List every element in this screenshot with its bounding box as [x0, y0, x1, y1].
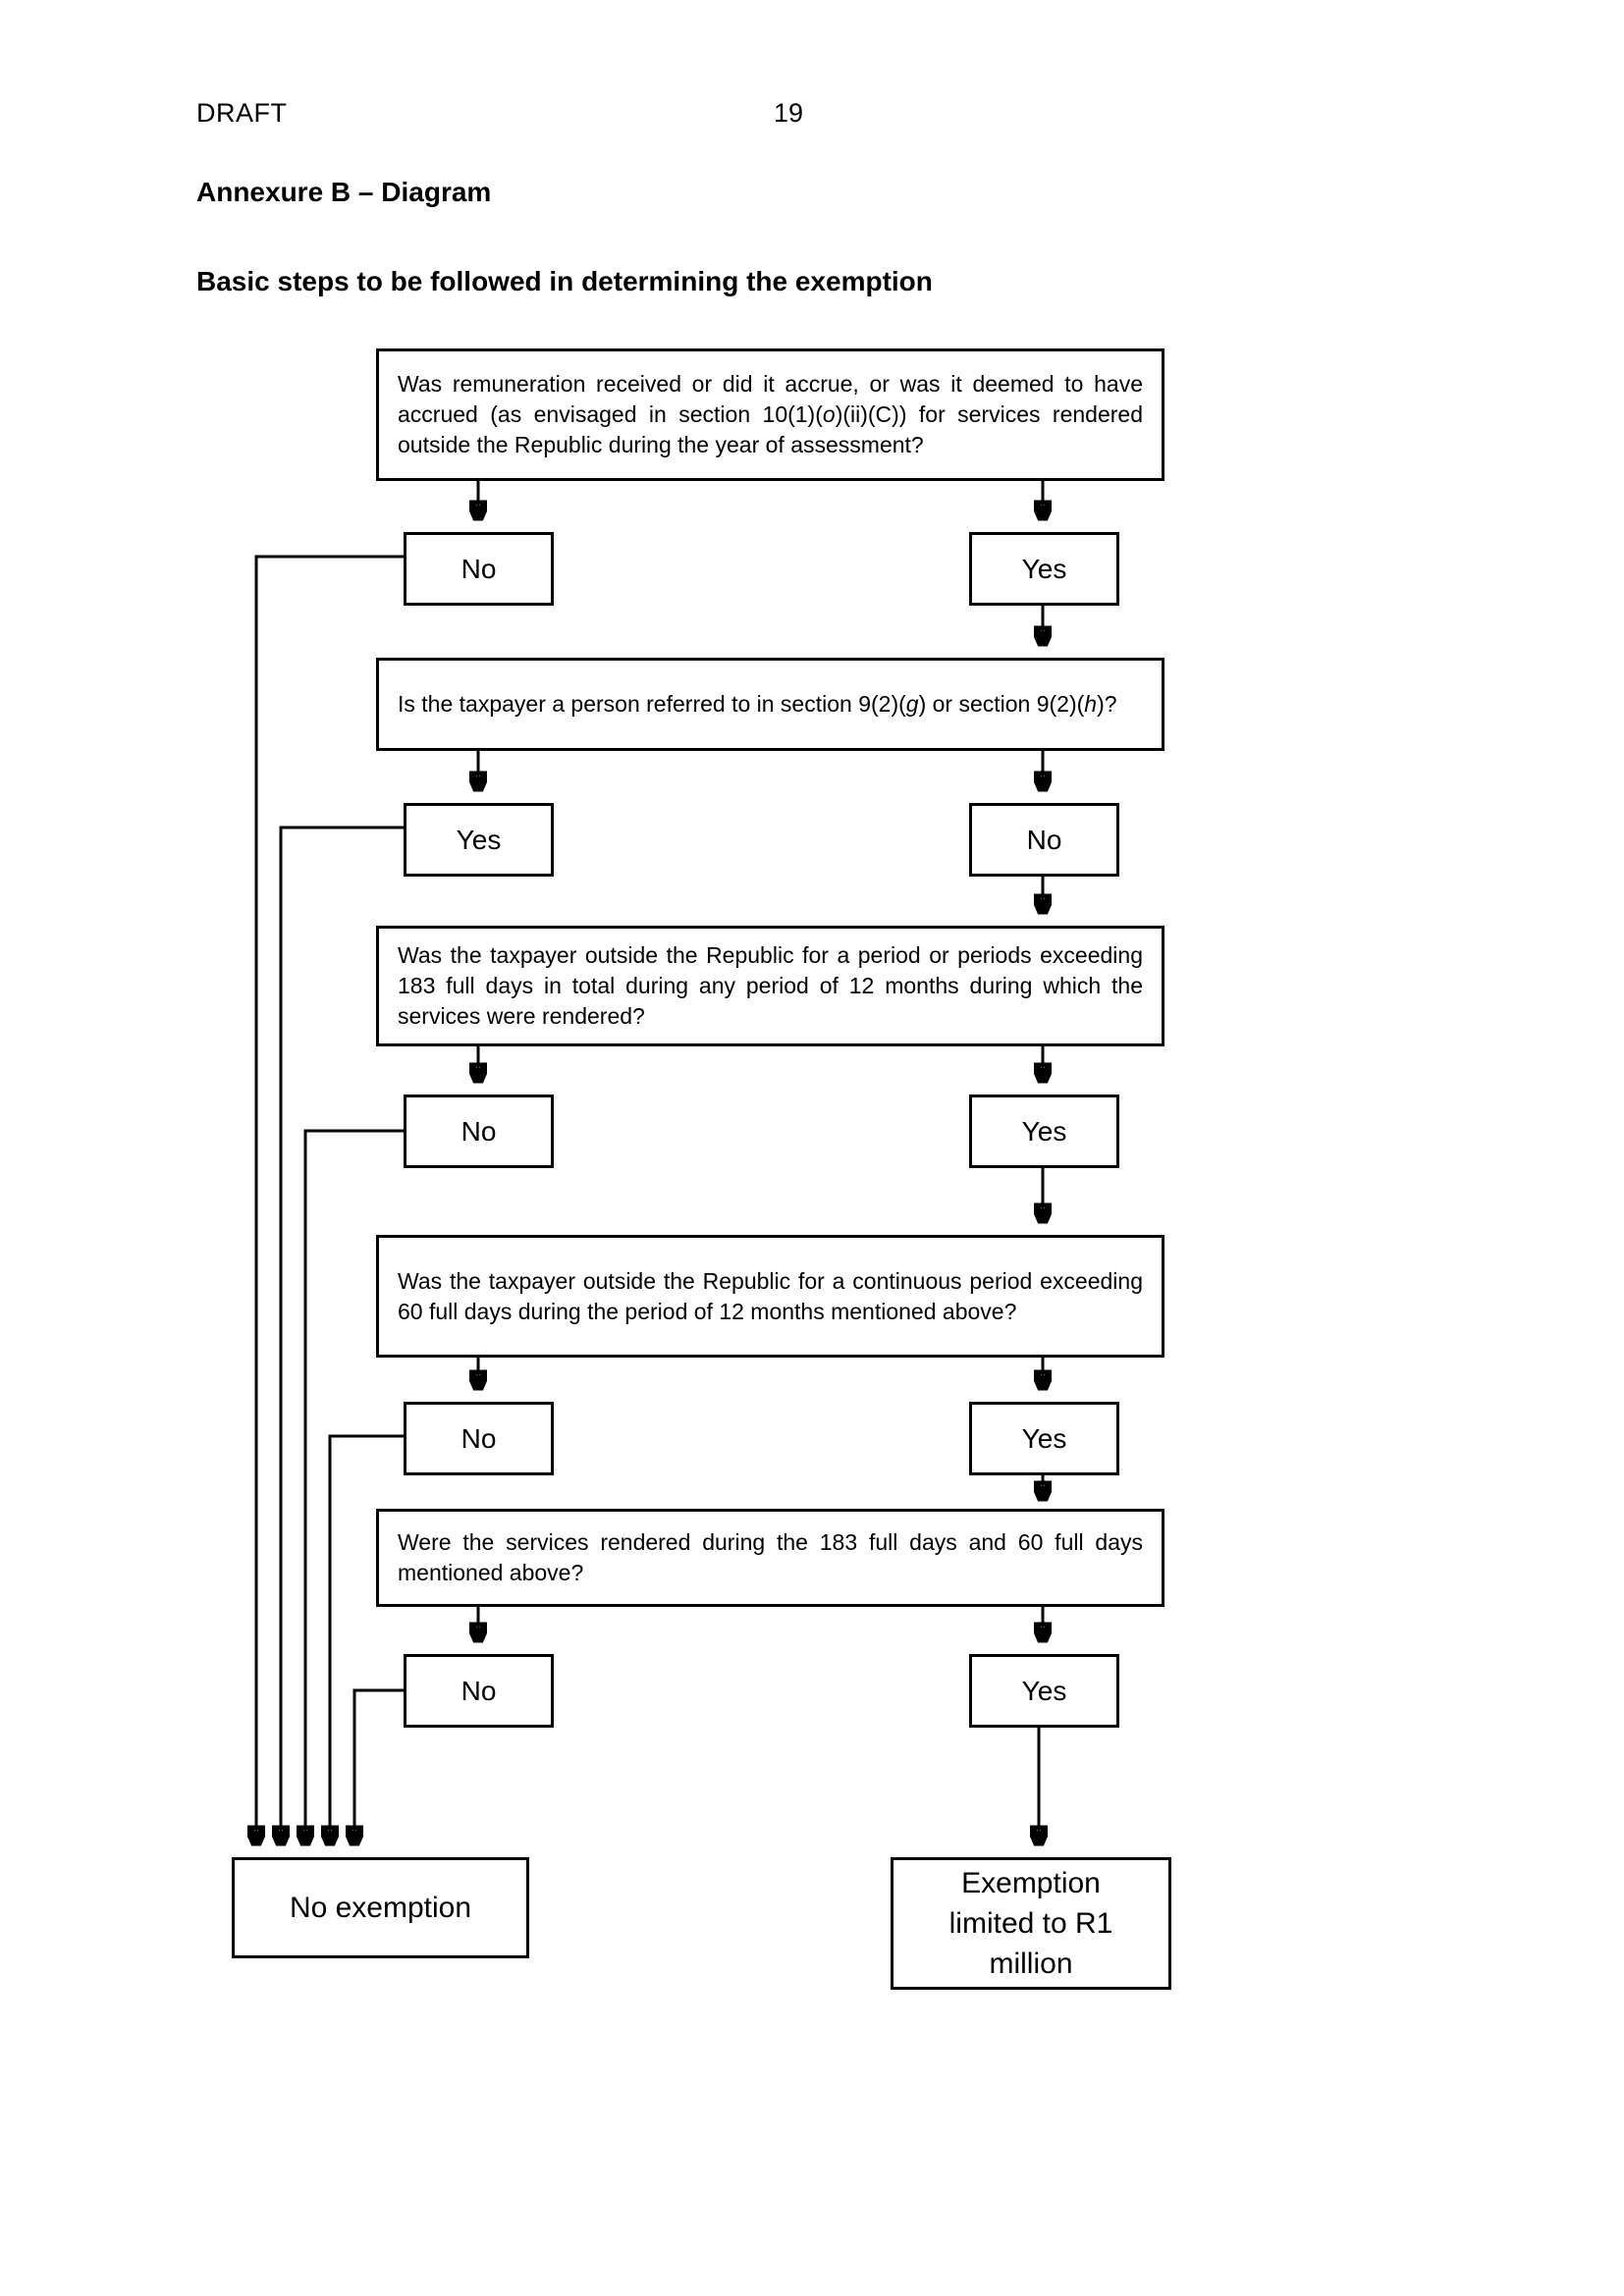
row2-yes-box [404, 803, 554, 877]
answer-label: Yes [1021, 1422, 1067, 1454]
answer-label: No [460, 1115, 497, 1147]
annexure-title: Annexure B – Diagram [196, 177, 492, 207]
outcome-label: Exemption limited to R1 million [948, 1867, 1113, 1980]
page-number: 19 [774, 98, 804, 128]
question-box-183-days [376, 926, 1164, 1046]
answer-label: Yes [1021, 1115, 1067, 1147]
answer-label: Yes [1021, 1675, 1067, 1706]
row5-no-box [404, 1654, 554, 1728]
answer-label: No [1026, 824, 1062, 855]
question-text: Was remuneration received or did it accrue, or was it deemed to have accrued (as envisaged in section 10(1)(o)(ii)(C)) for services rendered outside the Republic during the year of assessment? [398, 371, 1144, 457]
question-text: Were the services rendered during the 183 full days and 60 full days mentioned above? [398, 1529, 1143, 1585]
answer-label: No [460, 1422, 497, 1454]
question-box-remuneration [376, 348, 1164, 481]
exemption-limited-box [891, 1857, 1171, 1990]
row5-yes-box [969, 1654, 1119, 1728]
answer-label: Yes [1021, 553, 1067, 584]
question-box-60-days [376, 1235, 1164, 1358]
question-text: Is the taxpayer a person referred to in section 9(2)(g) or section 9(2)(h)? [398, 691, 1117, 717]
draft-watermark-label: DRAFT [196, 98, 288, 128]
answer-label: No [460, 1675, 497, 1706]
diagram-subtitle: Basic steps to be followed in determining the exemption [196, 266, 933, 296]
question-text: Was the taxpayer outside the Republic for a continuous period exceeding 60 full days during the period of 12 months mentioned above? [398, 1267, 1143, 1324]
no-exemption-box [232, 1857, 529, 1958]
row3-no-box [404, 1095, 554, 1168]
row3-yes-box [969, 1095, 1119, 1168]
row1-no-box [404, 532, 554, 606]
answer-label: No [460, 553, 497, 584]
answer-label: Yes [456, 824, 502, 855]
outcome-label: No exemption [289, 1892, 472, 1924]
row1-yes-box [969, 532, 1119, 606]
row4-yes-box [969, 1402, 1119, 1475]
row2-no-box [969, 803, 1119, 877]
question-text: Was the taxpayer outside the Republic for a period or periods exceeding 183 full days in total during any period of 12 months during which the services were rendered? [398, 942, 1143, 1029]
row4-no-box [404, 1402, 554, 1475]
question-box-section-9-2 [376, 658, 1164, 751]
question-box-services-rendered [376, 1509, 1164, 1607]
